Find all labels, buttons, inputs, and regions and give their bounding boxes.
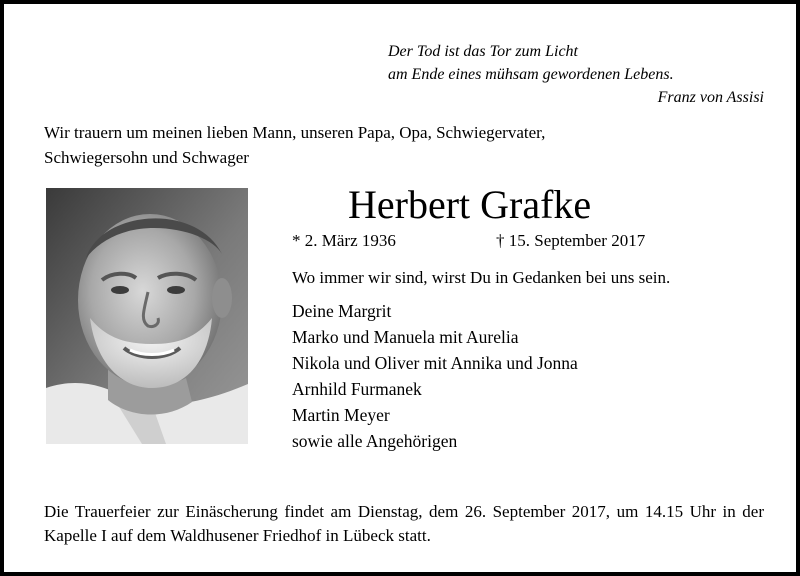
intro-line-2: Schwiegersohn und Schwager: [44, 148, 249, 167]
epigraph-quote: [388, 40, 764, 109]
quote-line-1: Der Tod ist das Tor zum Licht: [388, 43, 578, 60]
mourner-item: Nikola und Oliver mit Annika und Jonna: [292, 353, 578, 373]
mourner-item: Marko und Manuela mit Aurelia: [292, 327, 519, 347]
intro-line-1: Wir trauern um meinen lieben Mann, unseren Papa, Opa, Schwiegervater,: [44, 123, 546, 142]
mourner-item: sowie alle Angehörigen: [292, 431, 458, 451]
quote-author: Franz von Assisi: [657, 89, 764, 106]
mourner-item: Deine Margrit: [292, 301, 392, 321]
quote-line-2: am Ende eines mühsam gewordenen Lebens.: [388, 66, 674, 83]
mourning-intro: [44, 120, 764, 170]
birth-date: * 2. März 1936: [292, 231, 396, 250]
funeral-service-info: Die Trauerfeier zur Einäscherung findet am Dienstag, dem 26. September 2017, um 14.15 Uhr in der Kapelle I auf dem Waldhusener Friedhof in Lübeck statt.: [44, 502, 764, 545]
mourner-item: Arnhild Furmanek: [292, 379, 422, 399]
mourners-list: [292, 298, 762, 454]
remembrance-line: Wo immer wir sind, wirst Du in Gedanken bei uns sein.: [292, 268, 671, 287]
death-date: † 15. September 2017: [496, 231, 646, 250]
portrait-photo: [46, 188, 248, 444]
mourner-item: Martin Meyer: [292, 405, 390, 425]
deceased-name: Herbert Grafke: [348, 182, 592, 227]
